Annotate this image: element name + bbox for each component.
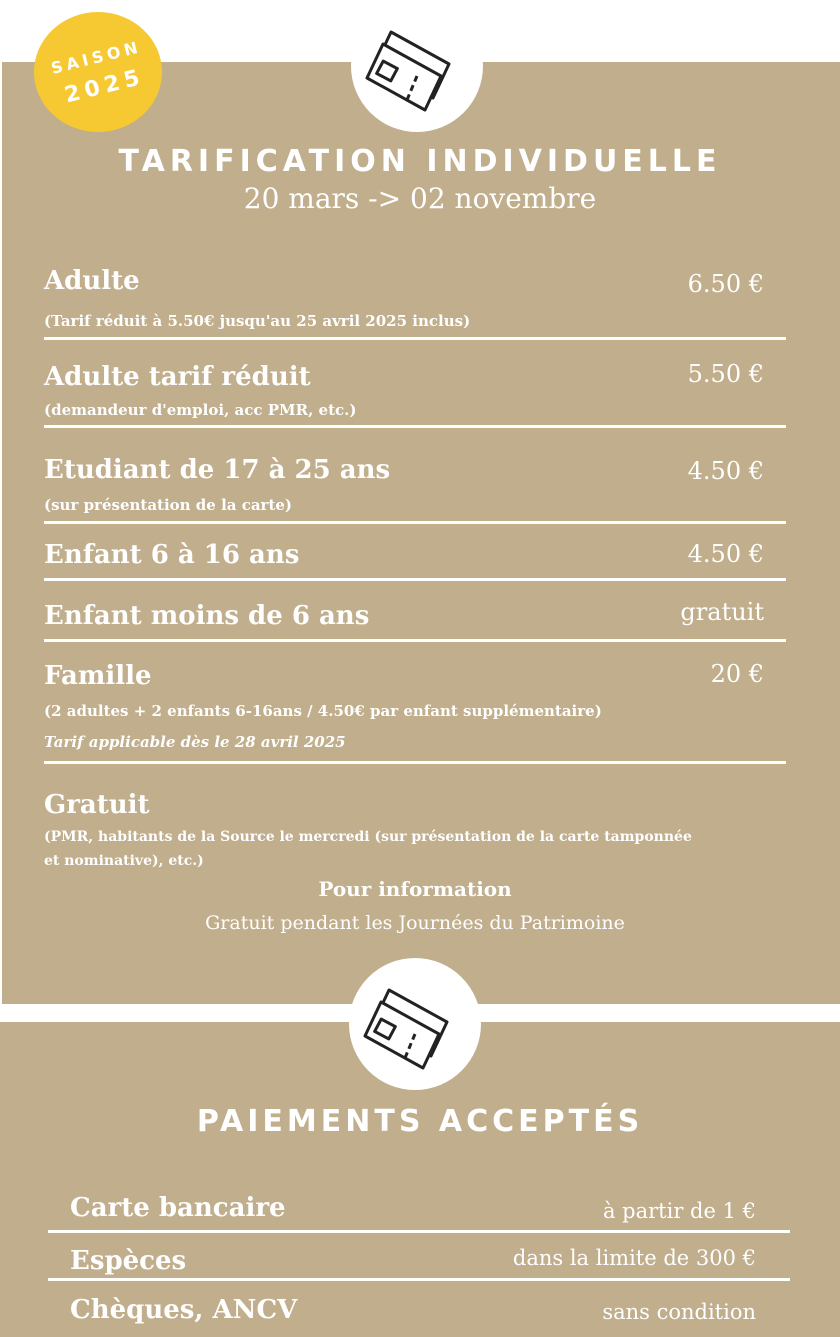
tariff-note-adulte: (Tarif réduit à 5.50€ jusqu'au 25 avril 2025 inclus) xyxy=(44,312,471,330)
ticket-icon-circle xyxy=(349,958,481,1090)
payment-condition-carte: à partir de 1 € xyxy=(602,1199,756,1223)
tariff-price-enfant-moins-6: gratuit xyxy=(680,598,764,626)
tariff-price-adulte: 6.50 € xyxy=(687,270,764,298)
payment-label-carte: Carte bancaire xyxy=(70,1193,286,1223)
tariff-note-etudiant: (sur présentation de la carte) xyxy=(44,496,293,514)
ticket-icon xyxy=(361,14,473,118)
season-dates: 20 mars -> 02 novembre xyxy=(243,182,597,215)
season-badge-label: SAISON xyxy=(49,37,144,78)
row-divider xyxy=(44,761,786,764)
tariff-label-adulte: Adulte xyxy=(44,266,140,296)
payment-condition-cheques: sans condition xyxy=(602,1300,756,1324)
row-divider xyxy=(48,1278,790,1281)
tariff-note-adulte-reduit: (demandeur d'emploi, acc PMR, etc.) xyxy=(44,401,357,419)
row-divider xyxy=(44,521,786,524)
tariff-label-adulte-reduit: Adulte tarif réduit xyxy=(44,362,311,392)
tariff-price-enfant: 4.50 € xyxy=(687,540,764,568)
payments-title: PAIEMENTS ACCEPTÉS xyxy=(196,1104,644,1139)
tariff-note-gratuit-2: et nominative), etc.) xyxy=(44,853,204,869)
payment-condition-especes: dans la limite de 300 € xyxy=(512,1246,756,1270)
ticket-icon-circle xyxy=(351,0,483,132)
tariff-label-enfant-moins-6: Enfant moins de 6 ans xyxy=(44,601,370,631)
tariff-price-adulte-reduit: 5.50 € xyxy=(687,360,764,388)
row-divider xyxy=(48,1230,790,1233)
tariff-note-famille-date: Tarif applicable dès le 28 avril 2025 xyxy=(44,733,346,751)
tariff-label-enfant: Enfant 6 à 16 ans xyxy=(44,540,300,570)
tariff-label-gratuit: Gratuit xyxy=(44,790,150,820)
page-title: TARIFICATION INDIVIDUELLE xyxy=(118,144,722,179)
row-divider xyxy=(44,578,786,581)
tariff-label-famille: Famille xyxy=(44,661,152,691)
row-divider xyxy=(44,639,786,642)
tariff-note-gratuit: (PMR, habitants de la Source le mercredi (sur présentation de la carte tamponnée xyxy=(44,829,692,845)
tariff-label-etudiant: Etudiant de 17 à 25 ans xyxy=(44,455,391,485)
tariff-price-famille: 20 € xyxy=(710,660,764,688)
season-badge xyxy=(34,12,162,132)
tariff-note-famille: (2 adultes + 2 enfants 6-16ans / 4.50€ par enfant supplémentaire) xyxy=(44,702,602,720)
season-badge-year: 2025 xyxy=(62,64,148,109)
payment-label-especes: Espèces xyxy=(70,1246,187,1276)
tariff-price-etudiant: 4.50 € xyxy=(687,457,764,485)
info-title: Pour information xyxy=(318,877,512,901)
row-divider xyxy=(44,337,786,340)
ticket-icon xyxy=(359,972,471,1076)
row-divider xyxy=(44,425,786,428)
payment-label-cheques: Chèques, ANCV xyxy=(70,1295,298,1325)
info-text: Gratuit pendant les Journées du Patrimoine xyxy=(205,912,625,934)
